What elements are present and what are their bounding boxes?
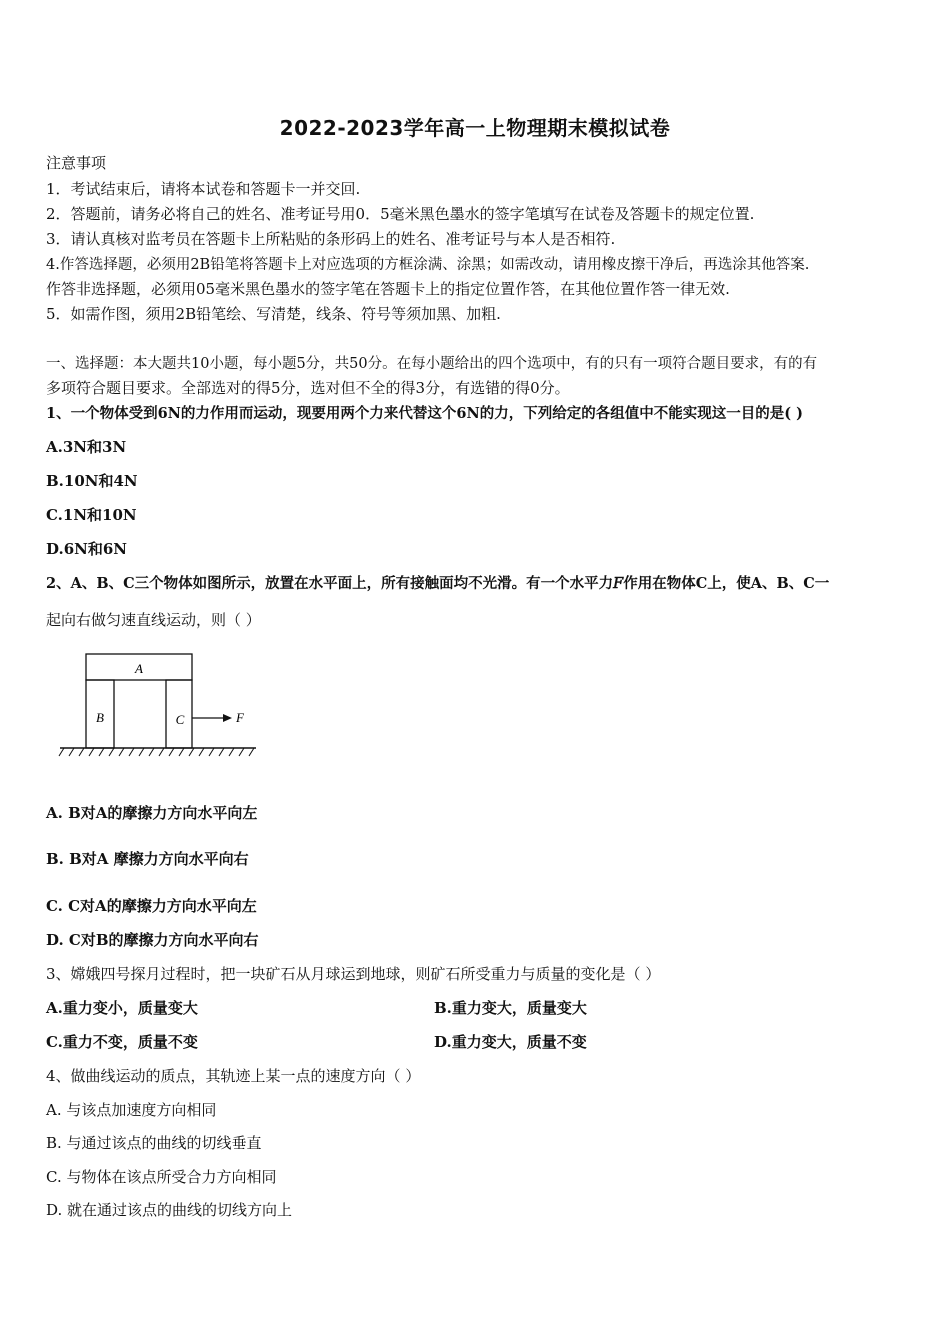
q4-option-c: C. 与物体在该点所受合力方向相同 [46,1168,277,1186]
notice-item-1: 1．考试结束后，请将本试卷和答题卡一并交回. [46,180,361,198]
q2-option-a: A. B对A的摩擦力方向水平向左 [46,804,258,822]
q3-stem: 3、嫦娥四号探月过程时，把一块矿石从月球运到地球，则矿石所受重力与质量的变化是（ ） [46,965,661,983]
q1-option-c: C.1N和10N [46,506,137,524]
q1-option-d: D.6N和6N [46,540,127,558]
q1-stem: 1、一个物体受到6N的力作用而运动，现要用两个力来代替这个6N的力，下列给定的各组值中不能实现这一目的是( ) [46,405,804,422]
notice-heading: 注意事项 [46,154,107,172]
q2-option-b: B. B对A 摩擦力方向水平向右 [46,850,249,868]
q2-stem-line2: 起向右做匀速直线运动，则（ ） [46,611,261,629]
notice-item-4-cont: 作答非选择题，必须用05毫米黑色墨水的签字笔在答题卡上的指定位置作答，在其他位置作答一律无效. [46,280,730,298]
label-c: C [175,712,185,727]
notice-item-3: 3．请认真核对监考员在答题卡上所粘贴的条形码上的姓名、准考证号与本人是否相符. [46,230,616,248]
q2-option-d: D. C对B的摩擦力方向水平向右 [46,931,259,949]
force-arrowhead [223,714,232,722]
section-instructions-line1: 一、选择题：本大题共10小题，每小题5分，共50分。在每小题给出的四个选项中，有的只有一项符合题目要求，有的有 [46,356,818,372]
q4-stem: 4、做曲线运动的质点，其轨迹上某一点的速度方向（ ） [46,1067,421,1085]
label-f: F [236,710,244,725]
q4-option-a: A. 与该点加速度方向相同 [46,1101,217,1119]
q1-option-a: A.3N和3N [46,438,127,456]
notice-item-5: 5．如需作图，须用2B铅笔绘、写清楚，线条、符号等须加黑、加粗. [46,305,501,323]
q3-option-b: B.重力变大，质量变大 [434,999,587,1017]
q3-option-a: A.重力变小，质量变大 [46,999,198,1017]
label-a: A [135,661,143,676]
page-title: 2022-2023学年高一上物理期末模拟试卷 [279,116,671,140]
label-b: B [96,710,104,725]
q2-option-c: C. C对A的摩擦力方向水平向左 [46,897,257,915]
q3-option-d: D.重力变大，质量不变 [434,1033,587,1051]
notice-item-2: 2．答题前，请务必将自己的姓名、准考证号用0．5毫米黑色墨水的签字笔填写在试卷及答题卡的规定位置. [46,205,755,223]
notice-item-4: 4.作答选择题，必须用2B铅笔将答题卡上对应选项的方框涂满、涂黑；如需改动，请用橡皮擦干净后，再选涂其他答案. [46,257,810,273]
q2-block-diagram [58,648,258,760]
q3-option-c: C.重力不变，质量不变 [46,1033,198,1051]
q4-option-b: B. 与通过该点的曲线的切线垂直 [46,1134,262,1152]
q4-option-d: D. 就在通过该点的曲线的切线方向上 [46,1201,293,1219]
q1-option-b: B.10N和4N [46,472,138,490]
section-instructions-line2: 多项符合题目要求。全部选对的得5分，选对但不全的得3分，有选错的得0分。 [46,379,570,397]
q2-stem-line1: 2、A、B、C三个物体如图所示，放置在水平面上，所有接触面均不光滑。有一个水平力𝐹作用在物体C上，使A、B、C一 [46,575,830,592]
